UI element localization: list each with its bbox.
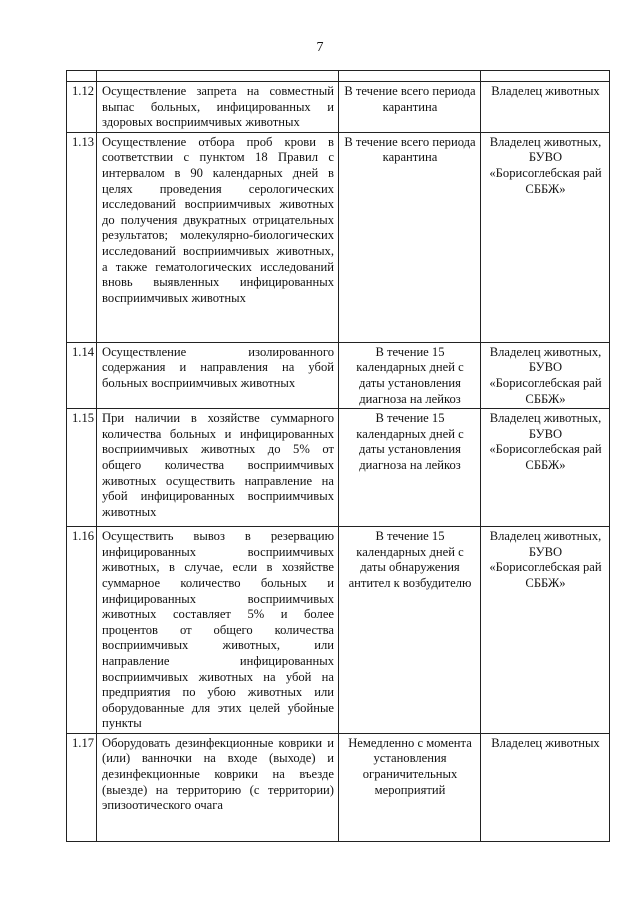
header-cell bbox=[339, 71, 481, 82]
row-number: 1.13 bbox=[67, 132, 97, 342]
header-cell bbox=[97, 71, 339, 82]
row-number: 1.14 bbox=[67, 342, 97, 408]
row-responsible: Владелец животных bbox=[481, 733, 610, 841]
row-responsible: Владелец животных bbox=[481, 82, 610, 133]
row-term: В течение всего периода карантина bbox=[339, 132, 481, 342]
row-action: При наличии в хозяйстве суммарного количества больных и инфицированных восприимчивых животных до 5% от общего количества восприимчивых животных осуществить направление на убой инфицированных восприимчивых животных bbox=[97, 409, 339, 527]
row-action: Осуществить вывоз в резервацию инфицированных восприимчивых животных, в случае, если в хозяйстве суммарное количество больных и инфицированных восприимчивых животных составляет 5% и более процентов от общего количества восприимчивых животных, или направление инфицированных восприимчивых животных на убой на предприятия по убою животных или оборудованные для этих целей убойные пункты bbox=[97, 527, 339, 734]
row-number: 1.16 bbox=[67, 527, 97, 734]
table-row bbox=[67, 527, 610, 734]
row-action: Осуществление запрета на совместный выпас больных, инфицированных и здоровых восприимчивых животных bbox=[97, 82, 339, 133]
row-term: Немедленно с момента установления ограничительных мероприятий bbox=[339, 733, 481, 841]
table-row bbox=[67, 82, 610, 133]
measures-table bbox=[66, 70, 610, 842]
table-row bbox=[67, 409, 610, 527]
row-term: В течение 15 календарных дней с даты установления диагноза на лейкоз bbox=[339, 342, 481, 408]
row-action: Оборудовать дезинфекционные коврики и (или) ванночки на входе (выходе) и дезинфекционные коврики на въезде (выезде) на территорию (с территории) эпизоотического очага bbox=[97, 733, 339, 841]
table-header-row bbox=[67, 71, 610, 82]
row-responsible: Владелец животных, БУВО «Борисоглебская рай СББЖ» bbox=[481, 132, 610, 342]
row-term: В течение всего периода карантина bbox=[339, 82, 481, 133]
header-cell bbox=[481, 71, 610, 82]
row-responsible: Владелец животных, БУВО «Борисоглебская рай СББЖ» bbox=[481, 527, 610, 734]
page-number: 7 bbox=[316, 40, 324, 55]
row-term: В течение 15 календарных дней с даты обнаружения антител к возбудителю bbox=[339, 527, 481, 734]
row-responsible: Владелец животных, БУВО «Борисоглебская рай СББЖ» bbox=[481, 409, 610, 527]
row-number: 1.12 bbox=[67, 82, 97, 133]
header-cell bbox=[67, 71, 97, 82]
row-action: Осуществление изолированного содержания и направления на убой больных восприимчивых животных bbox=[97, 342, 339, 408]
table-row bbox=[67, 132, 610, 342]
table-row bbox=[67, 342, 610, 408]
row-number: 1.17 bbox=[67, 733, 97, 841]
table-row bbox=[67, 733, 610, 841]
row-action: Осуществление отбора проб крови в соответствии с пунктом 18 Правил с интервалом в 90 календарных дней в целях проведения серологических исследований восприимчивых животных до получения двукратных отрицательных результатов; молекулярно-биологических исследований восприимчивых животных, а также гематологических исследований вновь выявленных инфицированных восприимчивых животных bbox=[97, 132, 339, 342]
row-responsible: Владелец животных, БУВО «Борисоглебская рай СББЖ» bbox=[481, 342, 610, 408]
row-term: В течение 15 календарных дней с даты установления диагноза на лейкоз bbox=[339, 409, 481, 527]
row-number: 1.15 bbox=[67, 409, 97, 527]
